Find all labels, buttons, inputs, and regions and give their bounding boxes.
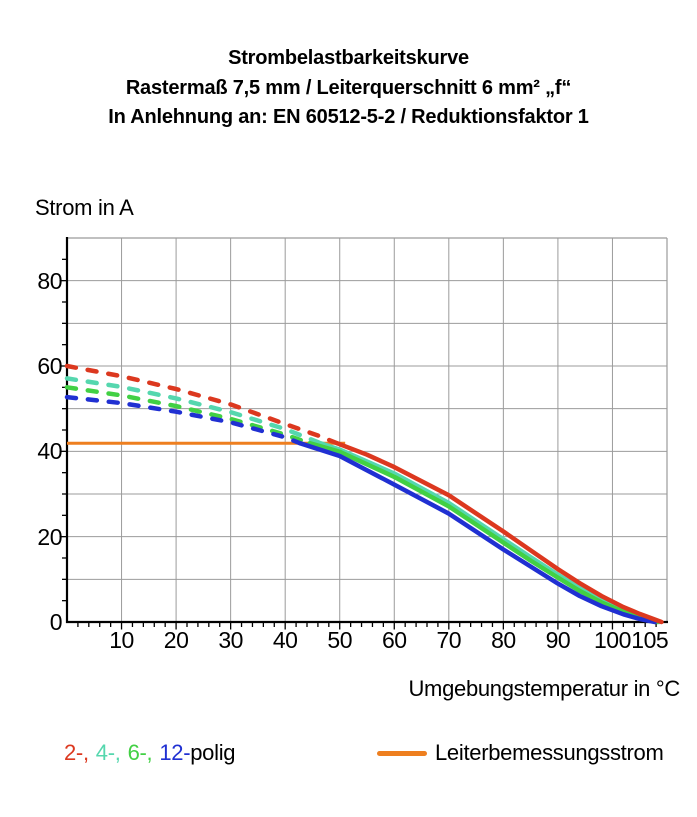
x-tick-label-60: 60 bbox=[381, 627, 407, 653]
legend-pole-label: 12- bbox=[159, 740, 191, 765]
chart-legend bbox=[0, 740, 697, 770]
chart-title-block bbox=[0, 44, 697, 133]
poles-legend-suffix: polig bbox=[190, 740, 236, 765]
x-tick-label-10: 10 bbox=[109, 627, 134, 653]
rated-current-line-swatch bbox=[377, 751, 427, 756]
chart-title-line3: In Anlehnung an: EN 60512-5-2 / Reduktionsfaktor 1 bbox=[108, 106, 589, 128]
poles-legend bbox=[64, 740, 235, 766]
current-derating-chart bbox=[50, 230, 680, 634]
x-tick-label-80: 80 bbox=[491, 627, 516, 653]
legend-pole-label: 2-, bbox=[64, 740, 89, 765]
x-axis-title: Umgebungstemperatur in °C bbox=[408, 676, 680, 701]
x-tick-label-70: 70 bbox=[436, 627, 462, 653]
poles-legend-colored-labels bbox=[64, 740, 190, 765]
x-tick-label-100: 100 bbox=[594, 627, 631, 653]
y-tick-label-20: 20 bbox=[37, 523, 62, 550]
chart-title-line2: Rastermaß 7,5 mm / Leiterquerschnitt 6 mm² „f“ bbox=[125, 76, 572, 99]
x-tick-label-20: 20 bbox=[163, 627, 189, 653]
y-tick-label-60: 60 bbox=[37, 353, 62, 379]
y-tick-label-80: 80 bbox=[37, 267, 62, 294]
y-axis-title: Strom in A bbox=[35, 195, 134, 220]
curve-12-polig-dashed bbox=[67, 397, 300, 443]
rated-current-label: Leiterbemessungsstrom bbox=[435, 740, 664, 765]
y-tick-label-0: 0 bbox=[49, 609, 62, 635]
y-tick-label-40: 40 bbox=[37, 438, 62, 465]
x-tick-label-50: 50 bbox=[327, 627, 353, 653]
x-tick-label-90: 90 bbox=[545, 627, 571, 653]
x-tick-label-30: 30 bbox=[218, 627, 243, 653]
x-tick-label-40: 40 bbox=[272, 627, 298, 653]
legend-pole-label: 6-, bbox=[127, 740, 153, 765]
x-tick-label-105: 105 bbox=[631, 627, 669, 653]
legend-pole-label: 4-, bbox=[95, 740, 121, 765]
chart-title-line1: Strombelastbarkeitskurve bbox=[228, 47, 469, 69]
